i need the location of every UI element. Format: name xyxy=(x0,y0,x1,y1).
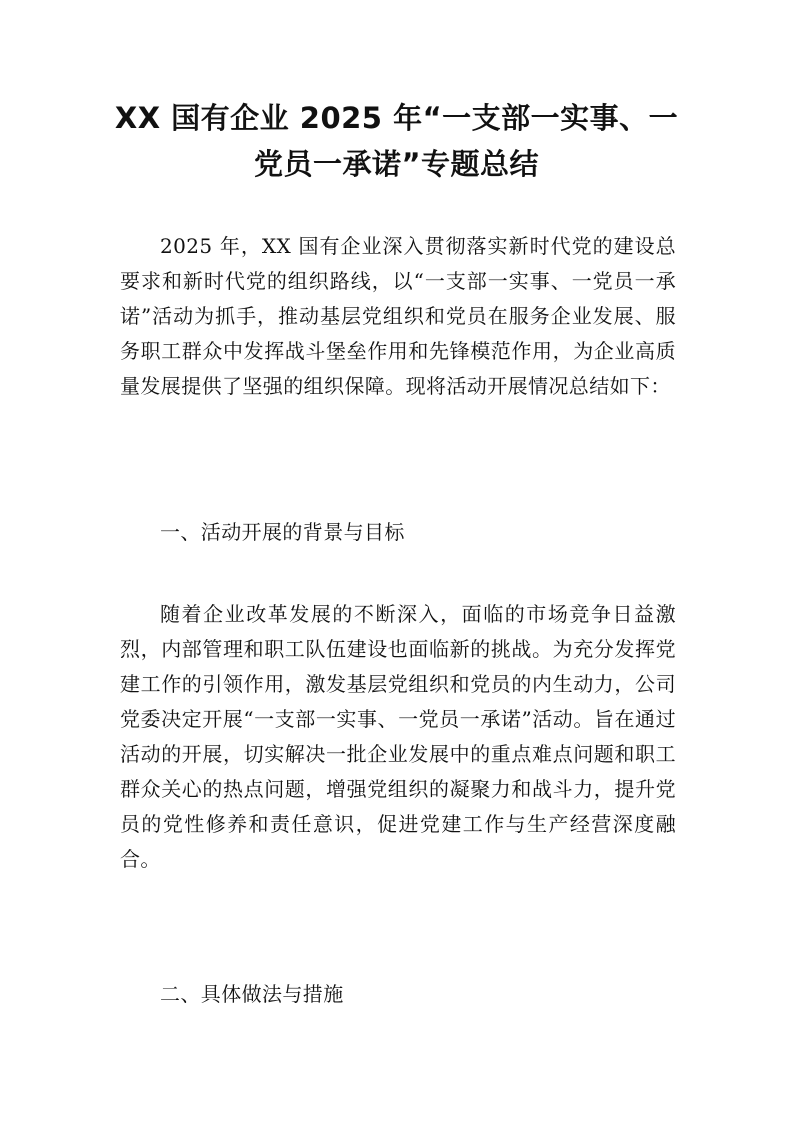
section-2-heading: 二、具体做法与措施 xyxy=(160,982,344,1006)
intro-paragraph: 2025 年，XX 国有企业深入贯彻落实新时代党的建设总要求和新时代党的组织路线，以“一支部一实事、一党员一承诺”活动为抓手，推动基层党组织和党员在服务企业发展、服务职工群众中发挥战斗堡垒作用和先锋模范作用，为企业高质量发展提供了坚强的组织保障。现将活动开展情况总结如下： xyxy=(120,234,676,398)
document-title-line-2: 党员一承诺”专题总结 xyxy=(253,147,540,181)
document-title xyxy=(110,95,683,187)
document-title-line-1: XX 国有企业 2025 年“一支部一实事、一 xyxy=(114,101,679,135)
section-1-paragraph: 随着企业改革发展的不断深入，面临的市场竞争日益激烈，内部管理和职工队伍建设也面临新的挑战。为充分发挥党建工作的引领作用，激发基层党组织和党员的内生动力，公司党委决定开展“一支部一实事、一党员一承诺”活动。旨在通过活动的开展，切实解决一批企业发展中的重点难点问题和职工群众关心的热点问题，增强党组织的凝聚力和战斗力，提升党员的党性修养和责任意识，促进党建工作与生产经营深度融合。 xyxy=(120,602,676,871)
section-1-heading: 一、活动开展的背景与目标 xyxy=(160,520,405,544)
